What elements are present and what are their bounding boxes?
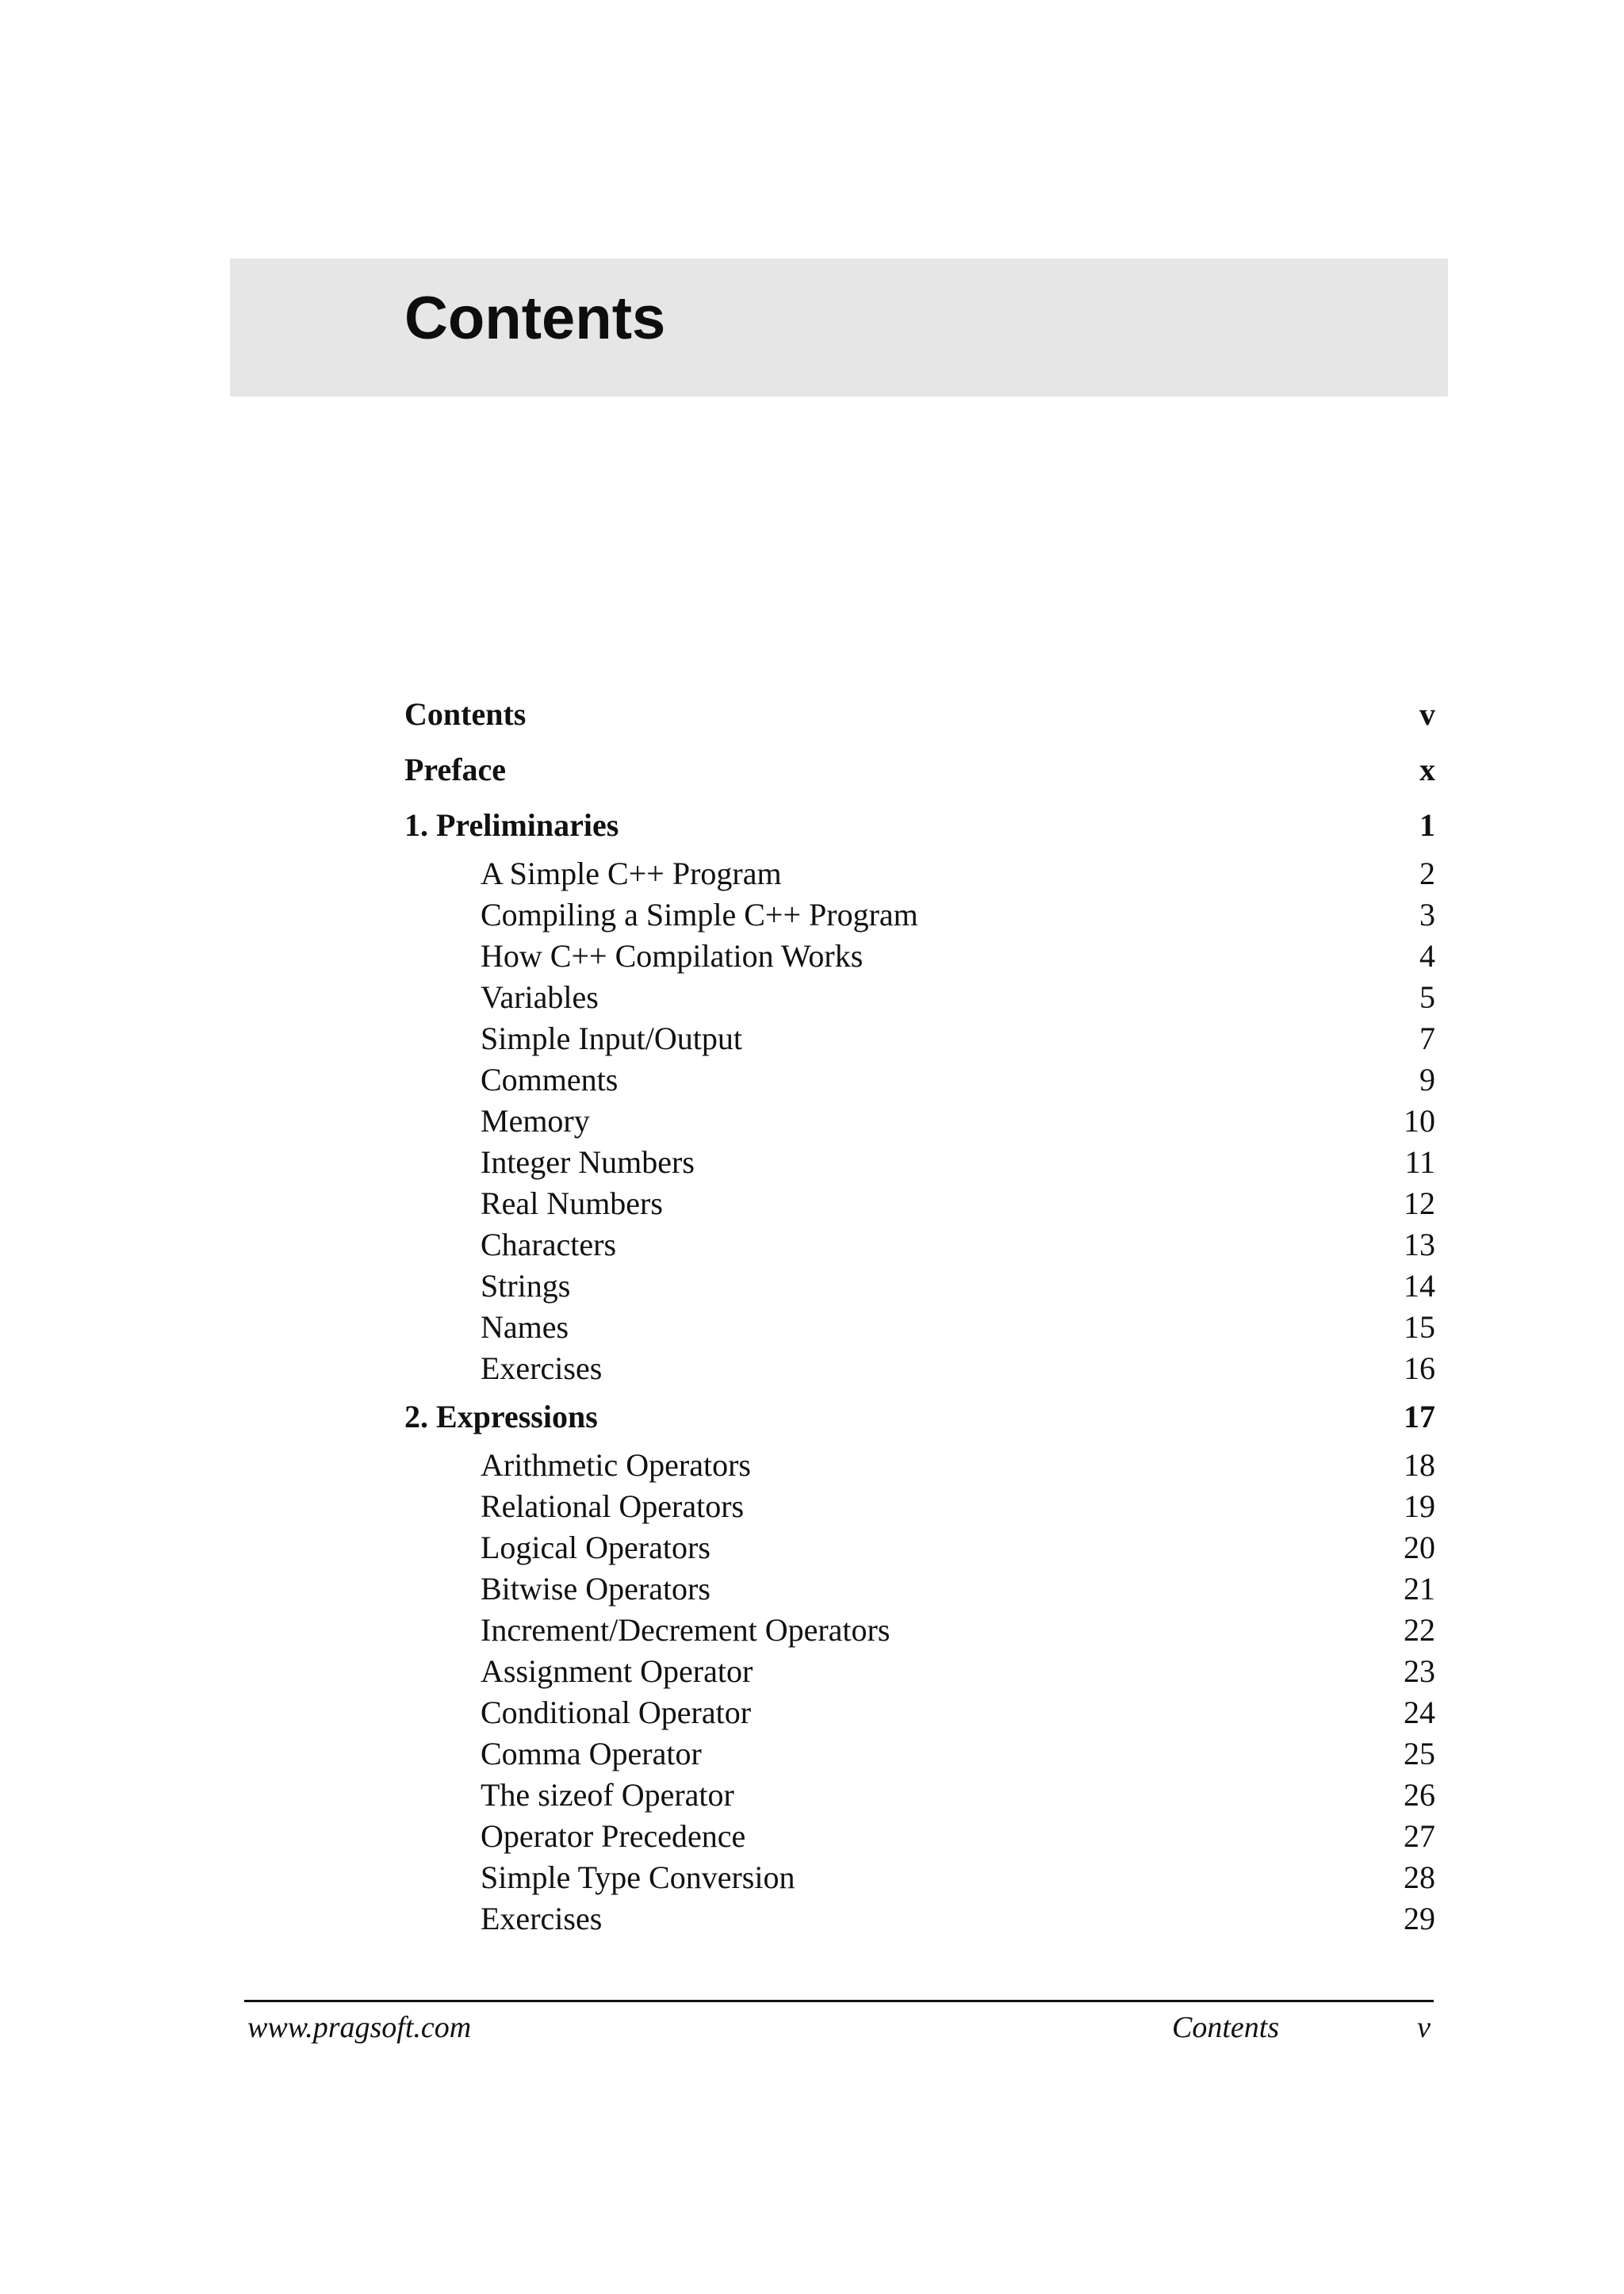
toc-entry <box>404 1142 1435 1183</box>
toc-entry-page: 10 <box>1404 1103 1435 1139</box>
footer-page-number: v <box>1417 2011 1431 2044</box>
toc-entry-page: x <box>1419 752 1435 787</box>
toc-entry-page: 9 <box>1419 1062 1435 1097</box>
toc-entry <box>404 1348 1435 1389</box>
footer-section-label: Contents <box>1172 2011 1280 2044</box>
toc-entry-title: Simple Type Conversion <box>481 1859 795 1895</box>
toc-entry-title: Preface <box>404 752 507 787</box>
toc-entry-title: Contents <box>404 696 527 732</box>
toc-entry-title: Operator Precedence <box>481 1818 746 1854</box>
toc-entry-title: Comments <box>481 1062 619 1097</box>
toc-entry-title: Compiling a Simple C++ Program <box>481 897 918 933</box>
toc-entry <box>404 798 1435 853</box>
toc-entry-title: Conditional Operator <box>481 1695 752 1730</box>
toc-entry-page: 18 <box>1404 1447 1435 1483</box>
toc-entry <box>404 1816 1435 1857</box>
toc-entry <box>404 687 1435 742</box>
toc-entry-page: 5 <box>1419 979 1435 1015</box>
toc-entry-page: 25 <box>1404 1736 1435 1771</box>
toc-entry-page: 12 <box>1404 1185 1435 1221</box>
toc-entry <box>404 1445 1435 1486</box>
toc-entry <box>404 1059 1435 1101</box>
toc-entry-title: Bitwise Operators <box>481 1571 710 1607</box>
toc-entry-page: 16 <box>1404 1350 1435 1386</box>
toc-entry-page: 11 <box>1404 1144 1435 1180</box>
toc-entry-title: Assignment Operator <box>481 1653 753 1689</box>
toc-entry-title: Exercises <box>481 1350 603 1386</box>
toc-entry-title: Characters <box>481 1227 617 1262</box>
toc-entry <box>404 1018 1435 1059</box>
toc-entry-page: 2 <box>1419 856 1435 891</box>
footer-site: www.pragsoft.com <box>247 2011 472 2044</box>
toc-entry <box>404 853 1435 894</box>
page-footer <box>244 2000 1434 2050</box>
toc-entry-page: 15 <box>1404 1309 1435 1345</box>
toc-entry-title: Increment/Decrement Operators <box>481 1612 891 1648</box>
toc-entry <box>404 1224 1435 1266</box>
toc-entry-title: Names <box>481 1309 569 1345</box>
toc-entry <box>404 1775 1435 1816</box>
toc-entry <box>404 1651 1435 1692</box>
toc-entry <box>404 1486 1435 1527</box>
toc-entry-page: 20 <box>1404 1530 1435 1565</box>
toc-entry-title: Relational Operators <box>481 1488 745 1524</box>
toc-entry-page: 22 <box>1404 1612 1435 1648</box>
toc-entry-page: 4 <box>1419 938 1435 974</box>
toc-entry-page: 17 <box>1404 1399 1435 1434</box>
toc-entry <box>404 1692 1435 1733</box>
toc-entry <box>404 1101 1435 1142</box>
page-title: Contents <box>404 285 666 352</box>
toc-entry <box>404 1527 1435 1568</box>
toc-entry-title: 1. Preliminaries <box>404 807 619 843</box>
toc-entry <box>404 1568 1435 1610</box>
toc-entry-title: 2. Expressions <box>404 1399 598 1434</box>
toc-entry <box>404 1733 1435 1775</box>
toc-entry-page: 26 <box>1404 1777 1435 1813</box>
toc-entry <box>404 1183 1435 1224</box>
toc-entry-title: Strings <box>481 1268 571 1304</box>
toc-entry-title: The sizeof Operator <box>481 1777 734 1813</box>
toc-entry <box>404 936 1435 977</box>
toc-entry-page: 27 <box>1404 1818 1435 1854</box>
toc-entry <box>404 894 1435 936</box>
toc-entry-title: Memory <box>481 1103 590 1139</box>
toc-entry-page: 28 <box>1404 1859 1435 1895</box>
toc-entry <box>404 1898 1435 1940</box>
toc-entry-page: 3 <box>1419 897 1435 933</box>
toc-entry-page: 19 <box>1404 1488 1435 1524</box>
toc-entry <box>404 1610 1435 1651</box>
toc-entry-page: 1 <box>1419 807 1435 843</box>
toc-entry-page: v <box>1419 696 1435 732</box>
toc-entry-title: How C++ Compilation Works <box>481 938 864 974</box>
toc-entry-title: Simple Input/Output <box>481 1021 742 1056</box>
toc-entry-title: Variables <box>481 979 599 1015</box>
toc-entry-title: Real Numbers <box>481 1185 663 1221</box>
toc-entry <box>404 1857 1435 1898</box>
toc-entry-page: 23 <box>1404 1653 1435 1689</box>
toc-entry-title: Exercises <box>481 1901 603 1936</box>
toc-entry-page: 24 <box>1404 1695 1435 1730</box>
toc-entry-page: 7 <box>1419 1021 1435 1056</box>
toc-entry-page: 13 <box>1404 1227 1435 1262</box>
toc-entry-title: Arithmetic Operators <box>481 1447 751 1483</box>
toc-entry <box>404 1389 1435 1445</box>
toc-entry-page: 29 <box>1404 1901 1435 1936</box>
toc-entry-page: 14 <box>1404 1268 1435 1304</box>
toc-entry-title: Logical Operators <box>481 1530 710 1565</box>
toc-entry-title: Integer Numbers <box>481 1144 695 1180</box>
toc-entry <box>404 742 1435 798</box>
toc-entry <box>404 1307 1435 1348</box>
toc-entry-page: 21 <box>1404 1571 1435 1607</box>
table-of-contents <box>404 687 1435 1940</box>
toc-entry-title: A Simple C++ Program <box>481 856 782 891</box>
toc-entry-title: Comma Operator <box>481 1736 702 1771</box>
toc-entry <box>404 1266 1435 1307</box>
toc-entry <box>404 977 1435 1018</box>
